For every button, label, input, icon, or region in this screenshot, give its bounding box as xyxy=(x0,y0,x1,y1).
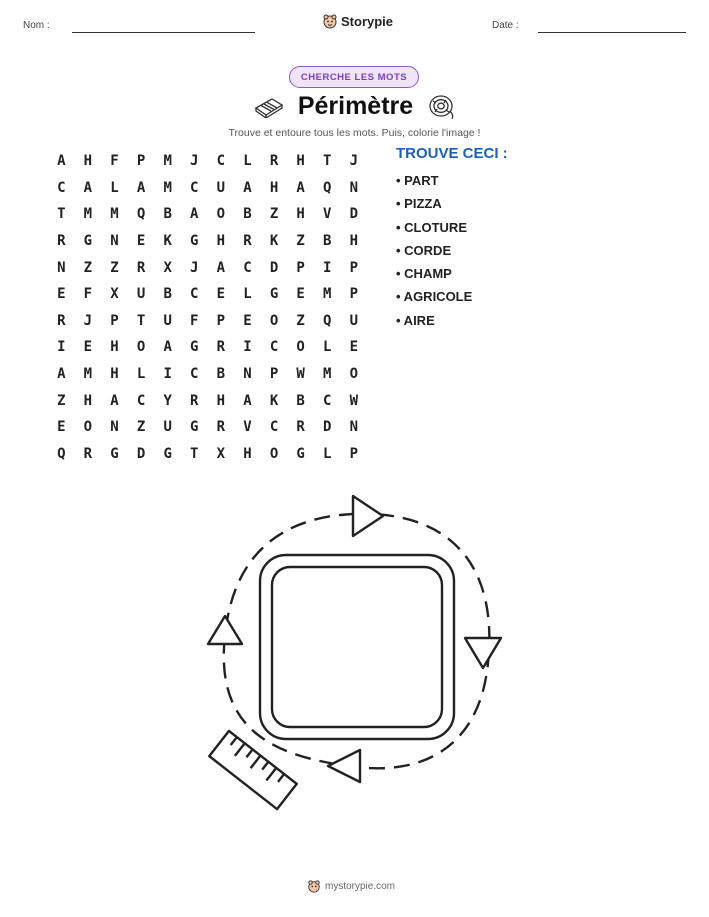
grid-cell[interactable]: I xyxy=(163,366,172,383)
grid-cell[interactable]: A xyxy=(136,179,146,196)
grid-cell[interactable]: H xyxy=(83,153,93,170)
grid-cell[interactable]: P xyxy=(110,312,119,329)
grid-cell[interactable]: H xyxy=(83,392,93,409)
grid-cell[interactable]: U xyxy=(349,312,359,329)
grid-cell[interactable]: O xyxy=(216,206,226,223)
grid-cell[interactable]: Q xyxy=(57,445,66,462)
instructions: Trouve et entoure tous les mots. Puis, colorie l'image ! xyxy=(228,127,481,139)
grid-cell[interactable]: Z xyxy=(110,259,119,276)
date-line[interactable] xyxy=(538,32,686,33)
grid-cell[interactable]: A xyxy=(57,153,66,170)
grid-cell[interactable]: E xyxy=(216,286,226,303)
grid-cell[interactable]: Z xyxy=(269,206,279,223)
grid-cell[interactable]: C xyxy=(57,179,66,196)
page-title: Périmètre xyxy=(297,92,414,120)
grid-cell[interactable]: M xyxy=(83,366,93,383)
grid-cell[interactable]: H xyxy=(110,366,119,383)
grid-cell[interactable]: G xyxy=(83,233,93,250)
grid-cell[interactable]: A xyxy=(83,179,93,196)
grid-cell[interactable]: R xyxy=(57,312,66,329)
grid-cell[interactable]: H xyxy=(243,445,252,462)
grid-cell[interactable]: M xyxy=(110,206,119,223)
grid-cell[interactable]: L xyxy=(323,339,332,356)
grid-cell[interactable]: G xyxy=(190,339,199,356)
grid-cell[interactable]: D xyxy=(136,445,146,462)
grid-cell[interactable]: I xyxy=(323,259,332,276)
grid-cell[interactable]: P xyxy=(349,286,359,303)
grid-cell[interactable]: G xyxy=(190,419,199,436)
perimeter-illustration xyxy=(198,488,518,828)
arrow-right-icon xyxy=(353,496,383,536)
inner-square xyxy=(272,567,442,727)
grid-cell[interactable]: Z xyxy=(83,259,93,276)
grid-cell[interactable]: H xyxy=(349,233,359,250)
word-item: • PART xyxy=(396,173,439,188)
grid-cell[interactable]: T xyxy=(136,312,146,329)
word-list xyxy=(396,171,472,334)
grid-cell[interactable]: K xyxy=(269,392,279,409)
grid-cell[interactable]: P xyxy=(349,259,359,276)
grid-cell[interactable]: T xyxy=(190,445,199,462)
grid-cell[interactable]: O xyxy=(136,339,146,356)
grid-cell[interactable]: C xyxy=(269,419,279,436)
grid-cell[interactable]: C xyxy=(136,392,146,409)
grid-cell[interactable]: A xyxy=(216,259,226,276)
grid-cell[interactable]: A xyxy=(163,339,172,356)
grid-cell[interactable]: J xyxy=(190,153,199,170)
name-line[interactable] xyxy=(72,32,255,33)
grid-cell[interactable]: N xyxy=(243,366,252,383)
grid-cell[interactable]: E xyxy=(83,339,93,356)
grid-cell[interactable]: L xyxy=(243,286,252,303)
arrow-down-icon xyxy=(465,638,501,668)
brand-name: Storypie xyxy=(341,13,394,29)
grid-cell[interactable]: W xyxy=(349,392,359,409)
grid-cell[interactable]: U xyxy=(163,419,172,436)
word-item: • AIRE xyxy=(396,312,435,328)
word-item: • AGRICOLE xyxy=(396,289,473,305)
grid-cell[interactable]: R xyxy=(296,419,305,436)
word-item: • CORDE xyxy=(396,242,452,258)
grid-cell[interactable]: H xyxy=(216,233,226,250)
grid-cell[interactable]: A xyxy=(243,392,252,409)
grid-cell[interactable]: G xyxy=(190,233,199,250)
grid-cell[interactable]: I xyxy=(57,339,66,356)
word-item: • CLOTURE xyxy=(396,219,467,235)
grid-cell[interactable]: I xyxy=(243,339,252,356)
grid-cell[interactable]: D xyxy=(269,259,279,276)
activity-badge: CHERCHE LES MOTS xyxy=(289,66,419,88)
grid-cell[interactable]: R xyxy=(243,233,252,250)
grid-cell[interactable]: Q xyxy=(136,206,146,223)
word-item: • PIZZA xyxy=(396,196,442,212)
grid-cell[interactable]: C xyxy=(190,179,199,196)
grid-cell[interactable]: D xyxy=(323,419,332,436)
grid-cell[interactable]: B xyxy=(163,206,172,223)
grid-cell[interactable]: R xyxy=(190,392,199,409)
word-item: • CHAMP xyxy=(396,266,452,282)
grid-cell[interactable]: U xyxy=(136,286,146,303)
grid-cell[interactable]: T xyxy=(323,153,332,170)
grid-cell[interactable]: A xyxy=(190,206,199,223)
grid-cell[interactable]: R xyxy=(216,339,226,356)
grid-cell[interactable]: H xyxy=(110,339,119,356)
grid-cell[interactable]: G xyxy=(296,445,305,462)
grid-cell[interactable]: P xyxy=(216,312,226,329)
grid-cell[interactable]: C xyxy=(190,286,199,303)
grid-cell[interactable]: M xyxy=(163,179,172,196)
grid-cell[interactable]: H xyxy=(296,206,305,223)
ruler-icon xyxy=(209,731,296,809)
grid-cell[interactable]: M xyxy=(323,286,332,303)
grid-cell[interactable]: Y xyxy=(163,392,172,409)
grid-cell[interactable]: K xyxy=(163,233,172,250)
grid-cell[interactable]: J xyxy=(83,312,93,329)
grid-cell[interactable]: C xyxy=(269,339,279,356)
grid-cell[interactable]: G xyxy=(269,286,279,303)
grid-cell[interactable]: J xyxy=(349,153,359,170)
grid-cell[interactable]: F xyxy=(190,312,199,329)
grid-cell[interactable]: R xyxy=(57,233,66,250)
grid-cell[interactable]: M xyxy=(163,153,172,170)
grid-cell[interactable]: E xyxy=(349,339,359,356)
grid-cell[interactable]: H xyxy=(269,179,279,196)
storypie-mascot-icon xyxy=(322,13,338,29)
grid-cell[interactable]: O xyxy=(269,312,279,329)
grid-cell[interactable]: E xyxy=(136,233,146,250)
grid-cell[interactable]: Z xyxy=(296,312,305,329)
grid-cell[interactable]: F xyxy=(110,153,119,170)
rope-coil-icon xyxy=(427,94,455,120)
grid-cell[interactable]: C xyxy=(216,153,226,170)
outer-square xyxy=(260,555,454,739)
grid-cell[interactable]: L xyxy=(243,153,252,170)
grid-cell[interactable]: P xyxy=(296,259,305,276)
grid-cell[interactable]: M xyxy=(323,366,332,383)
grid-cell[interactable]: O xyxy=(83,419,93,436)
grid-cell[interactable]: X xyxy=(110,286,119,303)
grid-cell[interactable]: E xyxy=(57,286,66,303)
grid-cell[interactable]: Z xyxy=(296,233,305,250)
grid-cell[interactable]: E xyxy=(243,312,252,329)
grid-cell[interactable]: B xyxy=(323,233,332,250)
grid-cell[interactable]: V xyxy=(323,206,332,223)
arrow-up-icon xyxy=(208,616,242,644)
grid-cell[interactable]: U xyxy=(163,312,172,329)
arrow-left-icon xyxy=(328,750,360,782)
grid-cell[interactable]: J xyxy=(190,259,199,276)
grid-cell[interactable]: R xyxy=(136,259,146,276)
grid-cell[interactable]: O xyxy=(296,339,305,356)
grid-cell[interactable]: E xyxy=(57,419,66,436)
grid-cell[interactable]: R xyxy=(269,153,279,170)
grid-cell[interactable]: Q xyxy=(323,179,332,196)
grid-cell[interactable]: X xyxy=(163,259,172,276)
grid-cell[interactable]: P xyxy=(269,366,279,383)
grid-cell[interactable]: G xyxy=(163,445,172,462)
grid-cell[interactable]: L xyxy=(136,366,146,383)
grid-cell[interactable]: D xyxy=(349,206,359,223)
grid-cell[interactable]: P xyxy=(349,445,359,462)
grid-cell[interactable]: B xyxy=(243,206,252,223)
grid-cell[interactable]: X xyxy=(216,445,226,462)
word-list-title: TROUVE CECI : xyxy=(396,145,508,162)
grid-cell[interactable]: N xyxy=(110,233,119,250)
grid-cell[interactable]: Z xyxy=(136,419,146,436)
date-label: Date : xyxy=(492,20,519,31)
grid-cell[interactable]: N xyxy=(349,419,359,436)
grid-cell[interactable]: H xyxy=(296,153,305,170)
grid-cell[interactable]: B xyxy=(163,286,172,303)
grid-cell[interactable]: F xyxy=(83,286,93,303)
grid-cell[interactable]: T xyxy=(57,206,66,223)
grid-cell[interactable]: N xyxy=(57,259,66,276)
grid-cell[interactable]: A xyxy=(296,179,305,196)
grid-cell[interactable]: G xyxy=(110,445,119,462)
grid-cell[interactable]: B xyxy=(296,392,305,409)
grid-cell[interactable]: M xyxy=(83,206,93,223)
grid-cell[interactable]: B xyxy=(216,366,226,383)
grid-cell[interactable]: O xyxy=(269,445,279,462)
footer xyxy=(307,879,395,893)
grid-cell[interactable]: E xyxy=(296,286,305,303)
grid-cell[interactable]: A xyxy=(243,179,252,196)
grid-cell[interactable]: Q xyxy=(323,312,332,329)
grid-cell[interactable]: P xyxy=(136,153,146,170)
ruler-pencil-icon xyxy=(254,96,284,118)
grid-cell[interactable]: K xyxy=(269,233,279,250)
grid-cell[interactable]: A xyxy=(110,392,119,409)
grid-cell[interactable]: Z xyxy=(57,392,66,409)
grid-cell[interactable]: C xyxy=(323,392,332,409)
grid-cell[interactable]: N xyxy=(349,179,359,196)
footer-url[interactable]: mystorypie.com xyxy=(325,880,396,892)
grid-cell[interactable]: O xyxy=(349,366,359,383)
grid-cell[interactable]: N xyxy=(110,419,119,436)
grid-cell[interactable]: U xyxy=(216,179,226,196)
dashed-perimeter-path xyxy=(224,514,490,768)
storypie-mascot-icon xyxy=(307,879,321,893)
letter-grid xyxy=(48,148,367,467)
grid-cell[interactable]: W xyxy=(296,366,305,383)
grid-cell[interactable]: V xyxy=(243,419,252,436)
grid-cell[interactable]: R xyxy=(83,445,93,462)
grid-cell[interactable]: C xyxy=(190,366,199,383)
grid-cell[interactable]: H xyxy=(216,392,226,409)
grid-cell[interactable]: L xyxy=(110,179,119,196)
brand-logo xyxy=(322,13,393,29)
grid-cell[interactable]: C xyxy=(243,259,252,276)
grid-cell[interactable]: L xyxy=(323,445,332,462)
grid-cell[interactable]: A xyxy=(57,366,66,383)
name-label: Nom : xyxy=(23,20,50,31)
grid-cell[interactable]: R xyxy=(216,419,226,436)
